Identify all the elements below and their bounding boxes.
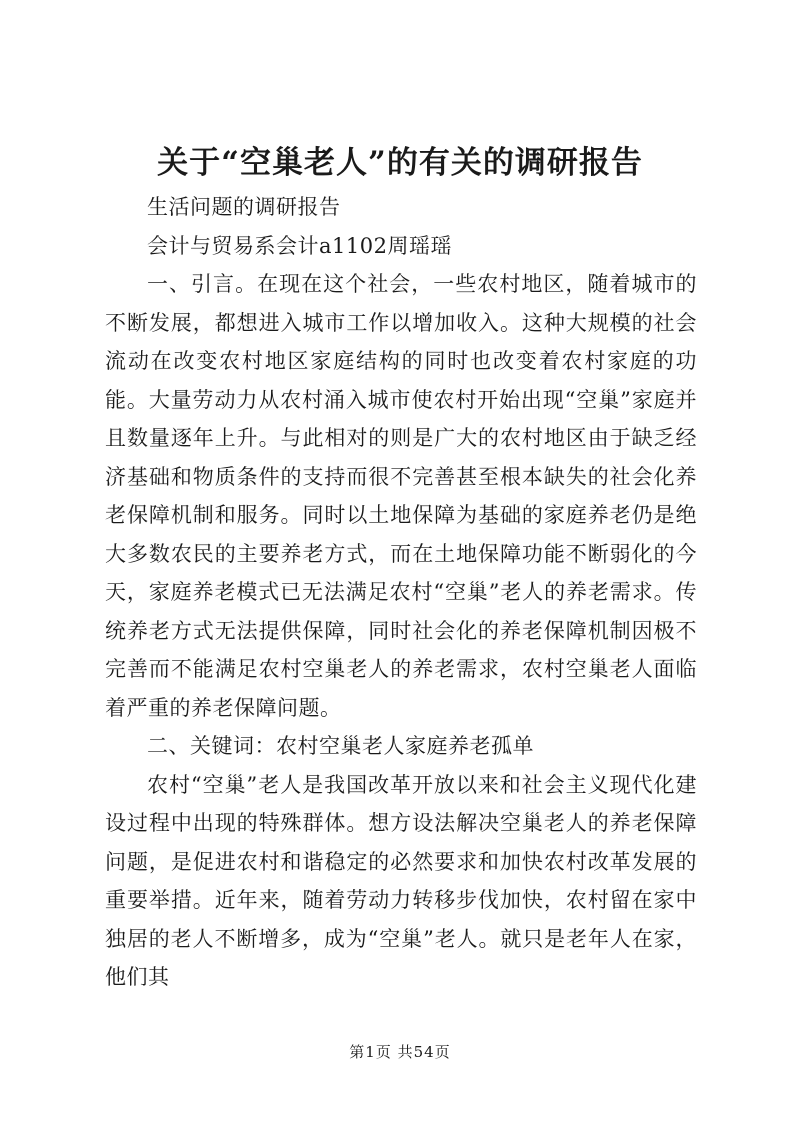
keywords-paragraph: 二、关键词：农村空巢老人家庭养老孤单 bbox=[147, 734, 534, 758]
subtitle-paragraph: 生活问题的调研报告 bbox=[147, 195, 341, 219]
introduction-paragraph: 一、引言。在现在这个社会，一些农村地区，随着城市的不断发展，都想进入城市工作以增加收入。这种大规模的社会流动在改变农村地区家庭结构的同时也改变着农村家庭的功能。大量劳动力从农村涌入城市使农村开始出现“空巢”家庭并且数量逐年上升。与此相对的则是广大的农村地区由于缺乏经济基础和物质条件的支持而很不完善甚至根本缺失的社会化养老保障机制和服务。同时以土地保障为基础的家庭养老仍是绝大多数农民的主要养老方式，而在土地保障功能不断弱化的今天，家庭养老模式已无法满足农村“空巢”老人的养老需求。传统养老方式无法提供保障，同时社会化的养老保障机制因极不完善而不能满足农村空巢老人的养老需求，农村空巢老人面临着严重的养老保障问题。 bbox=[105, 272, 697, 720]
document-title: 关于“空巢老人”的有关的调研报告 bbox=[157, 145, 643, 181]
page-number-footer: 第1页 共54页 bbox=[349, 1043, 451, 1061]
author-paragraph: 会计与贸易系会计a1102周瑶瑶 bbox=[147, 233, 452, 258]
document-body bbox=[105, 188, 697, 997]
body-paragraph: 农村“空巢”老人是我国改革开放以来和社会主义现代化建设过程中出现的特殊群体。想方设法解决空巢老人的养老保障问题，是促进农村和谐稳定的必然要求和加快农村改革发展的重要举措。近年来，随着劳动力转移步伐加快，农村留在家中独居的老人不断增多，成为“空巢”老人。就只是老年人在家，他们其 bbox=[105, 772, 697, 989]
